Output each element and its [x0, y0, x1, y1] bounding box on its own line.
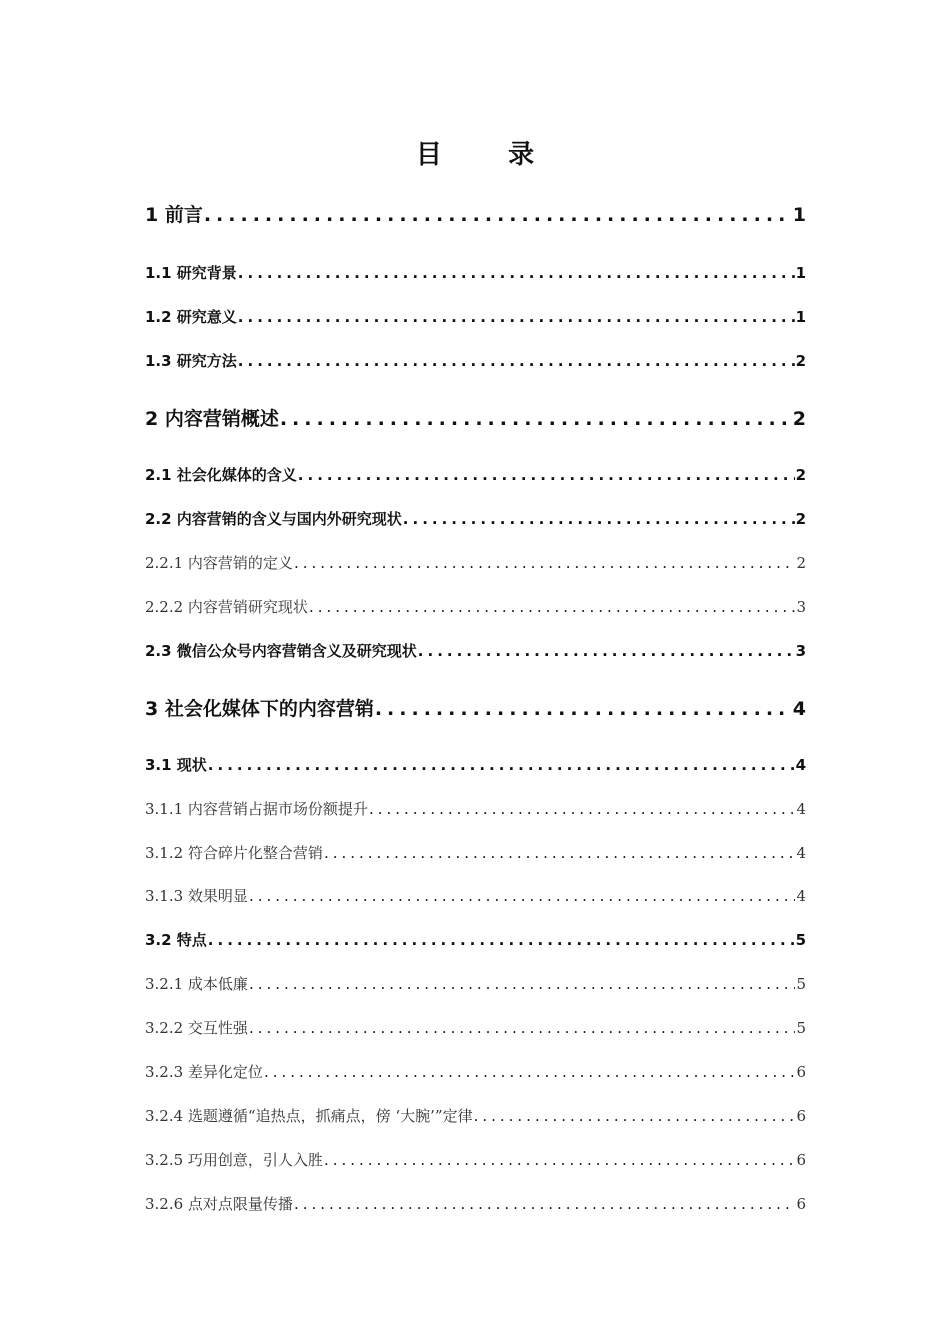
toc-entry-page: 2	[795, 466, 806, 484]
toc-entry-page: 5	[795, 931, 806, 949]
toc-leader-dots	[369, 800, 796, 818]
toc-entry-label: 2.2 内容营销的含义与国内外研究现状	[145, 510, 402, 528]
toc-entry-label: 3.1 现状	[145, 756, 207, 774]
toc-leader-dots	[474, 1107, 796, 1125]
toc-leader-dots	[208, 756, 795, 774]
toc-entry-page: 1	[795, 264, 806, 282]
toc-entry-label: 1.3 研究方法	[145, 352, 237, 370]
toc-leader-dots	[298, 466, 795, 484]
toc-entry[interactable]	[145, 754, 806, 775]
toc-entry-page: 4	[792, 698, 806, 720]
toc-leader-dots	[238, 264, 795, 282]
toc-entry[interactable]	[145, 973, 806, 994]
toc-entry-label: 3.1.2 符合碎片化整合营销	[145, 844, 323, 862]
toc-entry-page: 6	[796, 1151, 806, 1169]
toc-leader-dots	[280, 408, 792, 430]
toc-entry-page: 4	[796, 844, 806, 862]
toc-entry-page: 5	[796, 975, 806, 993]
toc-entry-label: 1 前言	[145, 204, 203, 226]
toc-entry-page: 4	[796, 800, 806, 818]
toc-leader-dots	[204, 204, 792, 226]
toc-entry[interactable]	[145, 1105, 806, 1126]
toc-entry[interactable]	[145, 404, 806, 431]
toc-entry[interactable]	[145, 262, 806, 283]
toc-entry-page: 6	[796, 1107, 806, 1125]
toc-entry-label: 3.1.1 内容营销占据市场份额提升	[145, 800, 368, 818]
toc-leader-dots	[264, 1063, 796, 1081]
toc-entry-label: 3.2.2 交互性强	[145, 1019, 248, 1037]
toc-leader-dots	[238, 352, 795, 370]
toc-leader-dots	[294, 1195, 796, 1213]
toc-entry[interactable]	[145, 694, 806, 721]
toc-entry[interactable]	[145, 200, 806, 227]
toc-entry-label: 2.2.2 内容营销研究现状	[145, 598, 308, 616]
toc-entry-label: 2.3 微信公众号内容营销含义及研究现状	[145, 642, 417, 660]
toc-entry-page: 1	[792, 204, 806, 226]
page-title	[0, 134, 950, 171]
toc-entry-label: 3.2.3 差异化定位	[145, 1063, 263, 1081]
toc-entry-label: 3.2.6 点对点限量传播	[145, 1195, 293, 1213]
toc-leader-dots	[418, 642, 795, 660]
toc-entry-label: 3.1.3 效果明显	[145, 887, 248, 905]
toc-entry[interactable]	[145, 306, 806, 327]
toc-leader-dots	[324, 1151, 796, 1169]
title-char-1: 目	[415, 140, 442, 170]
toc-entry[interactable]	[145, 1149, 806, 1170]
toc-entry[interactable]	[145, 350, 806, 371]
toc-entry-label: 2 内容营销概述	[145, 408, 279, 430]
toc-entry-label: 1.1 研究背景	[145, 264, 237, 282]
toc-leader-dots	[249, 975, 796, 993]
toc-entry-page: 2	[795, 352, 806, 370]
toc-entry[interactable]	[145, 508, 806, 529]
toc-entry-label: 3.2.4 选题遵循“追热点，抓痛点，傍 ‘大腕’”定律	[145, 1107, 473, 1125]
toc-leader-dots	[249, 1019, 796, 1037]
toc-entry-label: 2.2.1 内容营销的定义	[145, 554, 293, 572]
toc-entry[interactable]	[145, 929, 806, 950]
toc-leader-dots	[309, 598, 796, 616]
toc-entry[interactable]	[145, 885, 806, 906]
toc-entry[interactable]	[145, 798, 806, 819]
toc-entry-page: 2	[795, 510, 806, 528]
toc-entry-page: 2	[796, 554, 806, 572]
toc-leader-dots	[238, 308, 795, 326]
title-char-2: 录	[508, 140, 535, 170]
toc-entry-label: 3.2.1 成本低廉	[145, 975, 248, 993]
toc-entry[interactable]	[145, 552, 806, 573]
toc-entry[interactable]	[145, 596, 806, 617]
toc-entry-page: 1	[795, 308, 806, 326]
toc-entry[interactable]	[145, 1061, 806, 1082]
toc-entry-label: 2.1 社会化媒体的含义	[145, 466, 297, 484]
toc-entry-label: 3 社会化媒体下的内容营销	[145, 698, 374, 720]
toc-entry-label: 3.2.5 巧用创意，引人入胜	[145, 1151, 323, 1169]
toc-entry-page: 6	[796, 1195, 806, 1213]
toc-entry-label: 3.2 特点	[145, 931, 207, 949]
toc-entry[interactable]	[145, 1017, 806, 1038]
toc-entry-page: 4	[795, 756, 806, 774]
toc-entry-page: 2	[792, 408, 806, 430]
toc-entry[interactable]	[145, 464, 806, 485]
toc-entry-label: 1.2 研究意义	[145, 308, 237, 326]
toc-leader-dots	[324, 844, 796, 862]
toc-leader-dots	[249, 887, 796, 905]
toc-entry[interactable]	[145, 1193, 806, 1214]
toc-leader-dots	[403, 510, 795, 528]
toc-entry[interactable]	[145, 640, 806, 661]
toc-entry-page: 6	[796, 1063, 806, 1081]
toc-leader-dots	[208, 931, 795, 949]
toc-leader-dots	[375, 698, 792, 720]
toc-entry-page: 3	[796, 598, 806, 616]
toc-entry[interactable]	[145, 842, 806, 863]
toc-entry-page: 5	[796, 1019, 806, 1037]
toc-leader-dots	[294, 554, 796, 572]
toc-entry-page: 4	[796, 887, 806, 905]
toc-entry-page: 3	[795, 642, 806, 660]
